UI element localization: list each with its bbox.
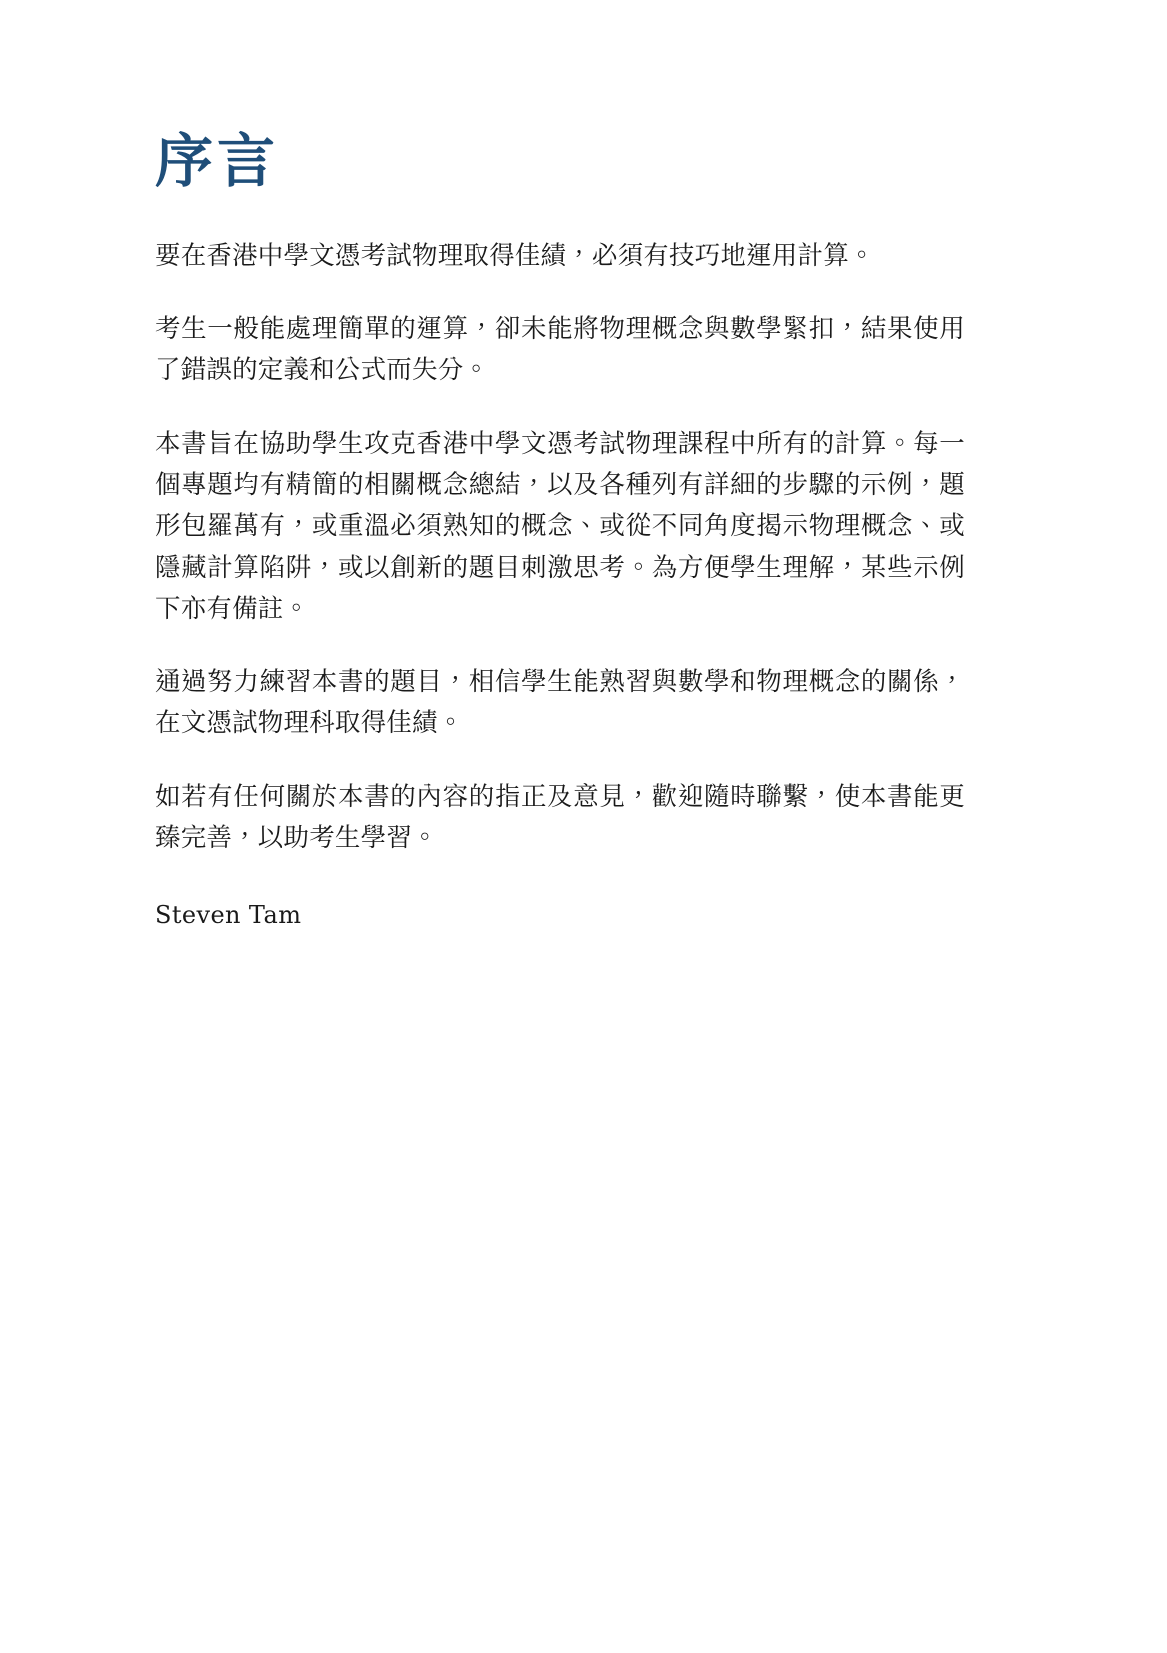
paragraph-1: 要在香港中學文憑考試物理取得佳績，必須有技巧地運用計算。 (155, 240, 875, 271)
paragraph-2: 考生一般能處理簡單的運算，卻未能將物理概念與數學緊扣，結果使用了錯誤的定義和公式而失分。 (155, 314, 965, 386)
page-title: 序言 (155, 127, 280, 195)
author-signature: Steven Tam (155, 901, 302, 930)
paragraph-5: 如若有任何關於本書的內容的指正及意見，歡迎隨時聯繫，使本書能更臻完善，以助考生學習。 (155, 781, 965, 854)
preface-content (155, 127, 965, 933)
paragraph-3: 本書旨在協助學生攻克香港中學文憑考試物理課程中所有的計算。每一個專題均有精簡的相關概念總結，以及各種列有詳細的步驟的示例，題形包羅萬有，或重溫必須熟知的概念、或從不同角度揭示物理概念、或隱藏計算陷阱，或以創新的題目刺激思考。為方便學生理解，某些示例下亦有備註。 (155, 428, 965, 624)
paragraph-4: 通過努力練習本書的題目，相信學生能熟習與數學和物理概念的關係，在文憑試物理科取得佳績。 (155, 667, 965, 739)
